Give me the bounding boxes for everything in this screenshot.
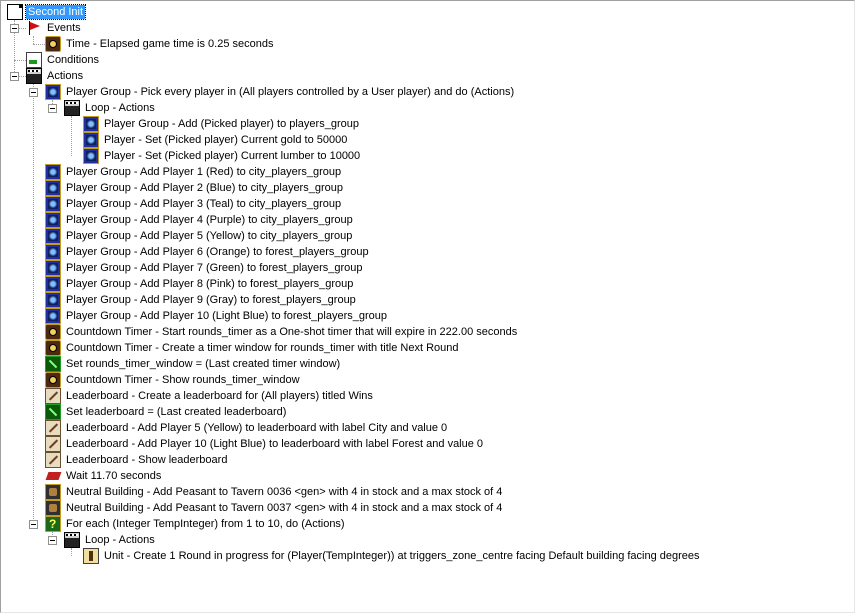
- player-group-icon: [45, 196, 61, 212]
- action-item[interactable]: [45, 276, 355, 292]
- action-item[interactable]: [83, 148, 362, 164]
- tree-connector: [71, 116, 72, 156]
- collapse-button-loop-1[interactable]: [48, 104, 57, 113]
- conditions-icon: [26, 52, 42, 68]
- tree-item-event[interactable]: [45, 36, 275, 52]
- action-item[interactable]: [45, 516, 347, 532]
- player-group-icon: [45, 212, 61, 228]
- action-item[interactable]: [45, 420, 449, 436]
- action-text: Countdown Timer - Show rounds_timer_window: [66, 374, 300, 386]
- clock-icon: [45, 36, 61, 52]
- action-item[interactable]: [45, 196, 343, 212]
- action-text: Set rounds_timer_window = (Last created timer window): [66, 358, 341, 370]
- action-item[interactable]: [45, 436, 485, 452]
- action-text: Neutral Building - Add Peasant to Tavern 0037 <gen> with 4 in stock and a max stock of 4: [66, 502, 503, 514]
- tree-item-conditions[interactable]: [26, 52, 101, 68]
- action-item[interactable]: [83, 548, 702, 564]
- event-text: Time - Elapsed game time is 0.25 seconds: [66, 38, 274, 50]
- tree-item-trigger-root[interactable]: [7, 4, 85, 20]
- action-text: Countdown Timer - Start rounds_timer as a One-shot timer that will expire in 222.00 seconds: [66, 326, 518, 338]
- action-item[interactable]: [45, 324, 519, 340]
- action-text: Wait 11.70 seconds: [66, 470, 162, 482]
- action-item[interactable]: [45, 244, 371, 260]
- trigger-document-icon: [7, 4, 23, 20]
- clock-icon: [45, 372, 61, 388]
- action-text: Player Group - Add Player 9 (Gray) to forest_players_group: [66, 294, 356, 306]
- clock-icon: [45, 324, 61, 340]
- conditions-label: Conditions: [47, 54, 99, 66]
- action-text: Loop - Actions: [85, 102, 155, 114]
- action-text: Player Group - Add Player 3 (Teal) to city_players_group: [66, 198, 342, 210]
- tree-connector: [14, 60, 26, 61]
- action-text: Player Group - Add Player 8 (Pink) to forest_players_group: [66, 278, 354, 290]
- action-item[interactable]: [83, 116, 361, 132]
- player-group-icon: [45, 164, 61, 180]
- tree-connector: [33, 36, 34, 44]
- red-flag-icon: [26, 20, 42, 36]
- tree-connector: [33, 44, 45, 45]
- trigger-title: Second Init: [28, 6, 84, 18]
- action-text: Player Group - Pick every player in (All players controlled by a User player) and do (Actions): [66, 86, 515, 98]
- action-item[interactable]: [83, 132, 349, 148]
- collapse-button-events[interactable]: [10, 24, 19, 33]
- action-text: Set leaderboard = (Last created leaderboard): [66, 406, 287, 418]
- clapperboard-icon: [26, 68, 42, 84]
- action-item[interactable]: [45, 84, 516, 100]
- neutral-building-icon: [45, 484, 61, 500]
- action-text: Loop - Actions: [85, 534, 155, 546]
- action-item[interactable]: [45, 404, 288, 420]
- action-item[interactable]: [45, 308, 389, 324]
- action-text: Player Group - Add Player 7 (Green) to forest_players_group: [66, 262, 363, 274]
- action-text: Leaderboard - Show leaderboard: [66, 454, 228, 466]
- action-item[interactable]: [45, 292, 358, 308]
- action-text: Player Group - Add Player 4 (Purple) to city_players_group: [66, 214, 353, 226]
- player-group-icon: [45, 292, 61, 308]
- events-label: Events: [47, 22, 81, 34]
- action-item[interactable]: [45, 500, 504, 516]
- action-item[interactable]: [45, 484, 504, 500]
- leaderboard-icon: [45, 388, 61, 404]
- action-item[interactable]: [45, 212, 355, 228]
- leaderboard-icon: [45, 436, 61, 452]
- action-item[interactable]: [45, 452, 229, 468]
- action-text: For each (Integer TempInteger) from 1 to 10, do (Actions): [66, 518, 345, 530]
- tree-item-actions[interactable]: [26, 68, 85, 84]
- action-text: Player Group - Add (Picked player) to players_group: [104, 118, 359, 130]
- player-group-icon: [83, 116, 99, 132]
- action-item[interactable]: [45, 164, 343, 180]
- action-item[interactable]: [45, 340, 461, 356]
- tree-item-events[interactable]: [26, 20, 83, 36]
- player-group-icon: [45, 260, 61, 276]
- collapse-button-actions[interactable]: [10, 72, 19, 81]
- action-text: Leaderboard - Add Player 10 (Light Blue) to leaderboard with label Forest and value 0: [66, 438, 484, 450]
- wait-icon: [45, 468, 61, 484]
- action-text: Player Group - Add Player 5 (Yellow) to city_players_group: [66, 230, 353, 242]
- player-group-icon: [45, 84, 61, 100]
- action-text: Player Group - Add Player 10 (Light Blue) to forest_players_group: [66, 310, 388, 322]
- action-text: Player Group - Add Player 2 (Blue) to city_players_group: [66, 182, 343, 194]
- action-item[interactable]: [45, 372, 302, 388]
- player-group-icon: [45, 244, 61, 260]
- player-group-icon: [45, 180, 61, 196]
- neutral-building-icon: [45, 500, 61, 516]
- action-item[interactable]: [45, 356, 342, 372]
- action-text: Leaderboard - Add Player 5 (Yellow) to leaderboard with label City and value 0: [66, 422, 448, 434]
- loop-icon: [64, 532, 80, 548]
- tree-connector: [33, 84, 34, 525]
- loop-icon: [64, 100, 80, 116]
- leaderboard-icon: [45, 452, 61, 468]
- player-icon: [83, 132, 99, 148]
- action-item[interactable]: [45, 260, 365, 276]
- for-each-icon: [45, 516, 61, 532]
- collapse-button-loop-2[interactable]: [48, 536, 57, 545]
- action-text: Player - Set (Picked player) Current lumber to 10000: [104, 150, 361, 162]
- action-item[interactable]: [45, 468, 163, 484]
- action-text: Countdown Timer - Create a timer window for rounds_timer with title Next Round: [66, 342, 459, 354]
- action-text: Player Group - Add Player 6 (Orange) to forest_players_group: [66, 246, 369, 258]
- action-item[interactable]: [45, 388, 375, 404]
- action-item[interactable]: [45, 228, 354, 244]
- player-group-icon: [45, 308, 61, 324]
- player-group-icon: [45, 276, 61, 292]
- action-text: Player Group - Add Player 1 (Red) to city_players_group: [66, 166, 342, 178]
- leaderboard-icon: [45, 420, 61, 436]
- collapse-button-player-group-pick[interactable]: [29, 88, 38, 97]
- action-item[interactable]: [45, 180, 345, 196]
- player-icon: [83, 148, 99, 164]
- action-item[interactable]: [64, 100, 157, 116]
- actions-label: Actions: [47, 70, 84, 82]
- action-text: Neutral Building - Add Peasant to Tavern 0036 <gen> with 4 in stock and a max stock of 4: [66, 486, 503, 498]
- unit-icon: [83, 548, 99, 564]
- action-text: Leaderboard - Create a leaderboard for (All players) titled Wins: [66, 390, 373, 402]
- action-text: Player - Set (Picked player) Current gold to 50000: [104, 134, 348, 146]
- player-group-icon: [45, 228, 61, 244]
- tree-connector: [71, 548, 72, 556]
- action-item[interactable]: [64, 532, 157, 548]
- action-text: Unit - Create 1 Round in progress for (Player(TempInteger)) at triggers_zone_centre facing Default building facing degrees: [104, 550, 700, 562]
- clock-icon: [45, 340, 61, 356]
- set-variable-icon: [45, 404, 61, 420]
- collapse-button-for-each[interactable]: [29, 520, 38, 529]
- set-variable-icon: [45, 356, 61, 372]
